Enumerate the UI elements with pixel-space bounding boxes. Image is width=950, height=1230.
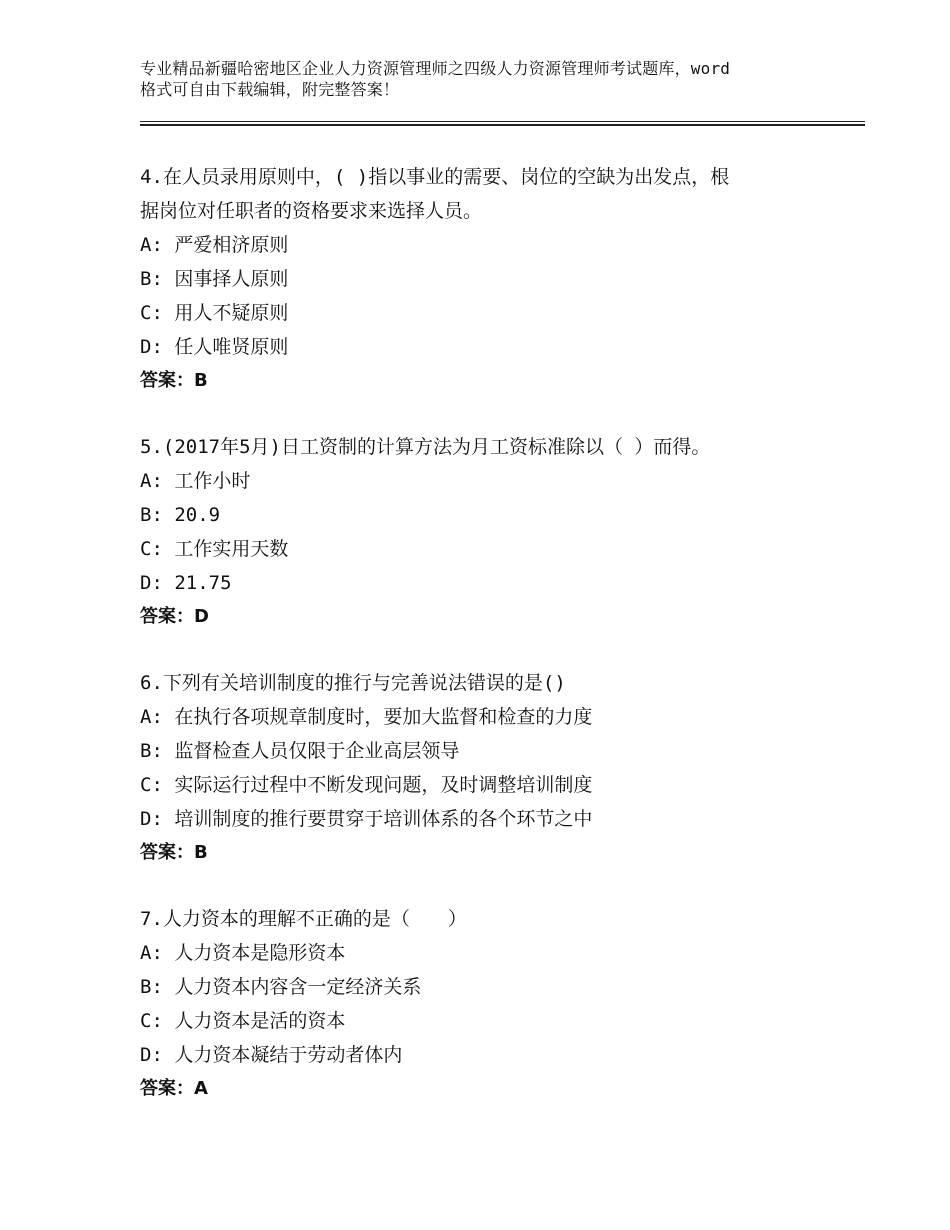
- question-item: [140, 160, 830, 398]
- header-divider-thin: [140, 121, 865, 122]
- option-d: D: 21.75: [140, 572, 232, 594]
- header-line-2: 格式可自由下载编辑，附完整答案！: [140, 80, 400, 99]
- header-divider-thick: [140, 124, 865, 126]
- question-spacer: [140, 634, 830, 666]
- question-stem-line: 7.人力资本的理解不正确的是（ ）: [140, 908, 467, 930]
- question-item: [140, 666, 830, 870]
- option-a: A: 在执行各项规章制度时，要加大监督和检查的力度: [140, 706, 593, 728]
- option-b: B: 监督检查人员仅限于企业高层领导: [140, 740, 460, 762]
- question-stem-line: 6.下列有关培训制度的推行与完善说法错误的是(): [140, 672, 566, 694]
- question-stem: [140, 160, 830, 228]
- question-stem-line: 5.(2017年5月)日工资制的计算方法为月工资标准除以（ ）而得。: [140, 436, 711, 458]
- option-b: B: 20.9: [140, 504, 221, 526]
- question-spacer: [140, 870, 830, 902]
- option-d: D: 任人唯贤原则: [140, 336, 289, 358]
- question-stem-line: 据岗位对任职者的资格要求来选择人员。: [140, 200, 483, 222]
- option-a: A: 工作小时: [140, 470, 251, 492]
- option-c: C: 用人不疑原则: [140, 302, 289, 324]
- question-item: [140, 902, 830, 1106]
- answer-label: 答案：B: [140, 370, 208, 391]
- document-header: [140, 58, 840, 100]
- question-stem: [140, 430, 830, 464]
- option-b: B: 因事择人原则: [140, 268, 289, 290]
- question-list: [140, 160, 830, 1106]
- option-b: B: 人力资本内容含一定经济关系: [140, 976, 422, 998]
- header-line-1: 专业精品新疆哈密地区企业人力资源管理师之四级人力资源管理师考试题库，word: [140, 59, 731, 78]
- answer-label: 答案：D: [140, 606, 209, 627]
- option-d: D: 培训制度的推行要贯穿于培训体系的各个环节之中: [140, 808, 593, 830]
- option-c: C: 工作实用天数: [140, 538, 289, 560]
- question-stem-line: 4.在人员录用原则中，( )指以事业的需要、岗位的空缺为出发点，根: [140, 166, 730, 188]
- option-a: A: 人力资本是隐形资本: [140, 942, 346, 964]
- question-stem: [140, 902, 830, 936]
- answer-label: 答案：A: [140, 1078, 208, 1099]
- option-c: C: 实际运行过程中不断发现问题，及时调整培训制度: [140, 774, 593, 796]
- option-c: C: 人力资本是活的资本: [140, 1010, 346, 1032]
- option-d: D: 人力资本凝结于劳动者体内: [140, 1044, 403, 1066]
- question-spacer: [140, 398, 830, 430]
- option-a: A: 严爱相济原则: [140, 234, 289, 256]
- question-item: [140, 430, 830, 634]
- question-stem: [140, 666, 830, 700]
- answer-label: 答案：B: [140, 842, 208, 863]
